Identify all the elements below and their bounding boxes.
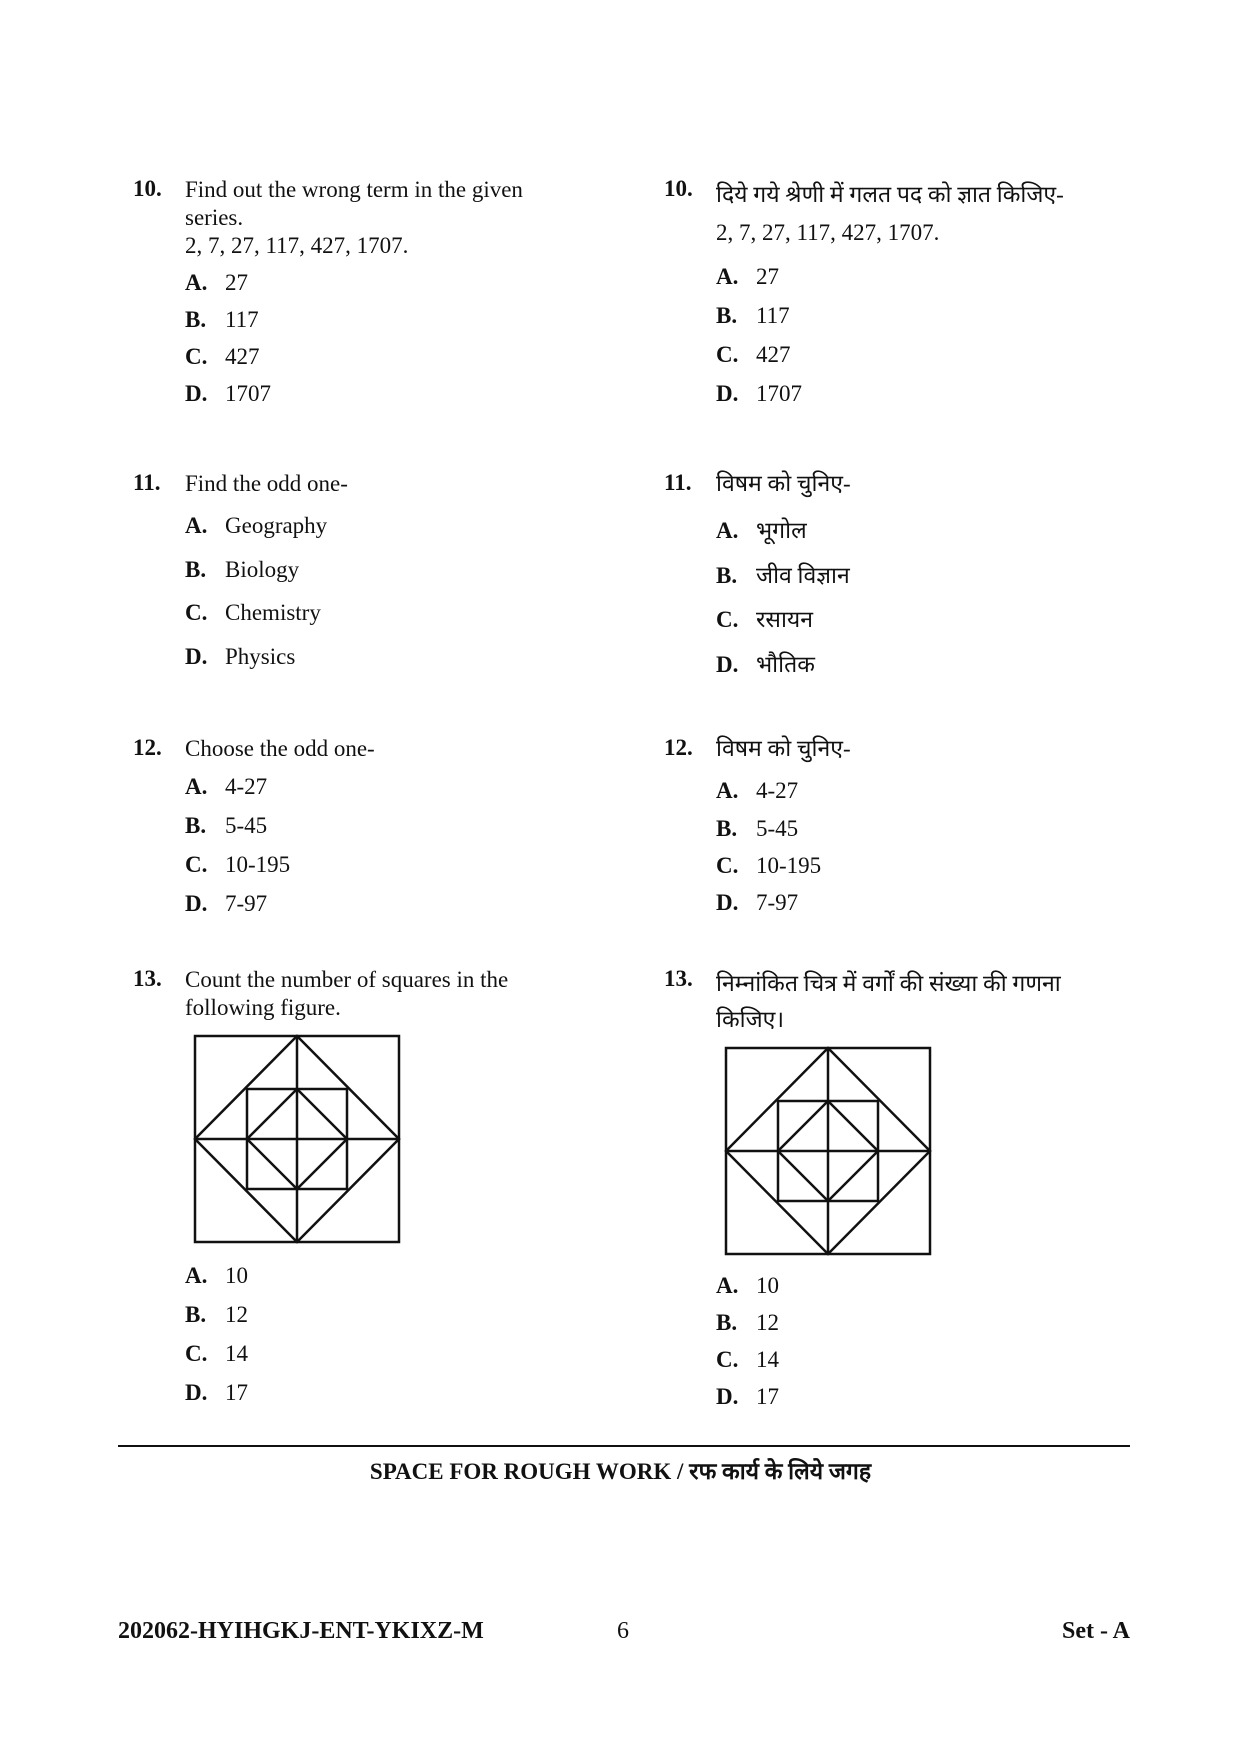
question-number: 12. (664, 735, 693, 760)
option-c[interactable]: C. Chemistry (185, 600, 321, 625)
question-text-line: विषम को चुनिए- (716, 471, 851, 496)
option-d[interactable]: D. 1707 (716, 381, 802, 406)
option-b[interactable]: B. 5-45 (185, 813, 268, 838)
option-c[interactable]: C. 427 (716, 342, 791, 367)
question-text-line: 2, 7, 27, 117, 427, 1707. (716, 220, 940, 245)
question-number: 13. (664, 966, 693, 991)
squares-figure (724, 1046, 932, 1256)
squares-figure (193, 1034, 401, 1244)
option-a[interactable]: A. 10 (716, 1273, 779, 1298)
option-b[interactable]: B. 117 (716, 303, 790, 328)
option-a[interactable]: A. 4-27 (185, 774, 268, 799)
option-a[interactable]: A. 27 (185, 270, 248, 295)
question-text-line: 2, 7, 27, 117, 427, 1707. (185, 233, 409, 258)
option-c[interactable]: C. 10-195 (185, 852, 291, 877)
option-c[interactable]: C. 14 (716, 1347, 779, 1372)
option-d[interactable]: D. 7-97 (185, 891, 268, 916)
page-number: 6 (617, 1618, 629, 1644)
option-d[interactable]: D. Physics (185, 644, 296, 669)
set-label: Set - A (1062, 1618, 1130, 1644)
option-c[interactable]: C. 427 (185, 344, 260, 369)
question-number: 11. (133, 470, 161, 495)
option-a[interactable]: A. 27 (716, 264, 779, 289)
option-b[interactable]: B. Biology (185, 557, 300, 582)
question-text (716, 966, 1061, 1038)
option-a[interactable]: A. 10 (185, 1263, 248, 1288)
question-text (185, 735, 375, 763)
option-d[interactable]: D. भौतिक (716, 652, 815, 677)
option-d[interactable]: D. 17 (185, 1380, 248, 1405)
option-c[interactable]: C. 10-195 (716, 853, 822, 878)
question-number: 11. (664, 470, 692, 495)
question-text-line: दिये गये श्रेणी में गलत पद को ज्ञात किजिए- (716, 182, 1064, 207)
question-number: 10. (133, 176, 162, 201)
question-text (716, 176, 1064, 252)
option-b[interactable]: B. जीव विज्ञान (716, 563, 850, 588)
paper-code: 202062-HYIHGKJ-ENT-YKIXZ-M (118, 1618, 484, 1644)
option-b[interactable]: B. 12 (185, 1302, 248, 1327)
question-text-line: Choose the odd one- (185, 736, 375, 761)
question-text (185, 966, 508, 1022)
question-text-line: किजिए। (716, 1007, 785, 1032)
option-b[interactable]: B. 5-45 (716, 816, 799, 841)
option-a[interactable]: A. Geography (185, 513, 328, 538)
question-text-line: Count the number of squares in the (185, 967, 509, 992)
option-c[interactable]: C. रसायन (716, 607, 814, 632)
option-d[interactable]: D. 1707 (185, 381, 271, 406)
option-b[interactable]: B. 12 (716, 1310, 779, 1335)
question-text-line: निम्नांकित चित्र में वर्गों की संख्या की गणना (716, 971, 1061, 996)
option-d[interactable]: D. 17 (716, 1384, 779, 1409)
question-text-line: Find the odd one- (185, 471, 348, 496)
question-number: 12. (133, 735, 162, 760)
rough-work-divider (118, 1445, 1130, 1447)
option-d[interactable]: D. 7-97 (716, 890, 799, 915)
question-text-line: following figure. (185, 995, 341, 1020)
option-c[interactable]: C. 14 (185, 1341, 248, 1366)
option-b[interactable]: B. 117 (185, 307, 259, 332)
question-text (185, 470, 348, 498)
question-number: 10. (664, 176, 693, 201)
question-text (716, 470, 851, 498)
question-text-line: series. (185, 205, 244, 230)
question-text (185, 176, 523, 260)
option-a[interactable]: A. भूगोल (716, 518, 807, 543)
question-number: 13. (133, 966, 162, 991)
rough-work-label: SPACE FOR ROUGH WORK / रफ कार्य के लिये जगह (369, 1459, 872, 1484)
question-text (716, 735, 851, 763)
option-a[interactable]: A. 4-27 (716, 778, 799, 803)
question-text-line: Find out the wrong term in the given (185, 177, 523, 202)
question-text-line: विषम को चुनिए- (716, 736, 851, 761)
